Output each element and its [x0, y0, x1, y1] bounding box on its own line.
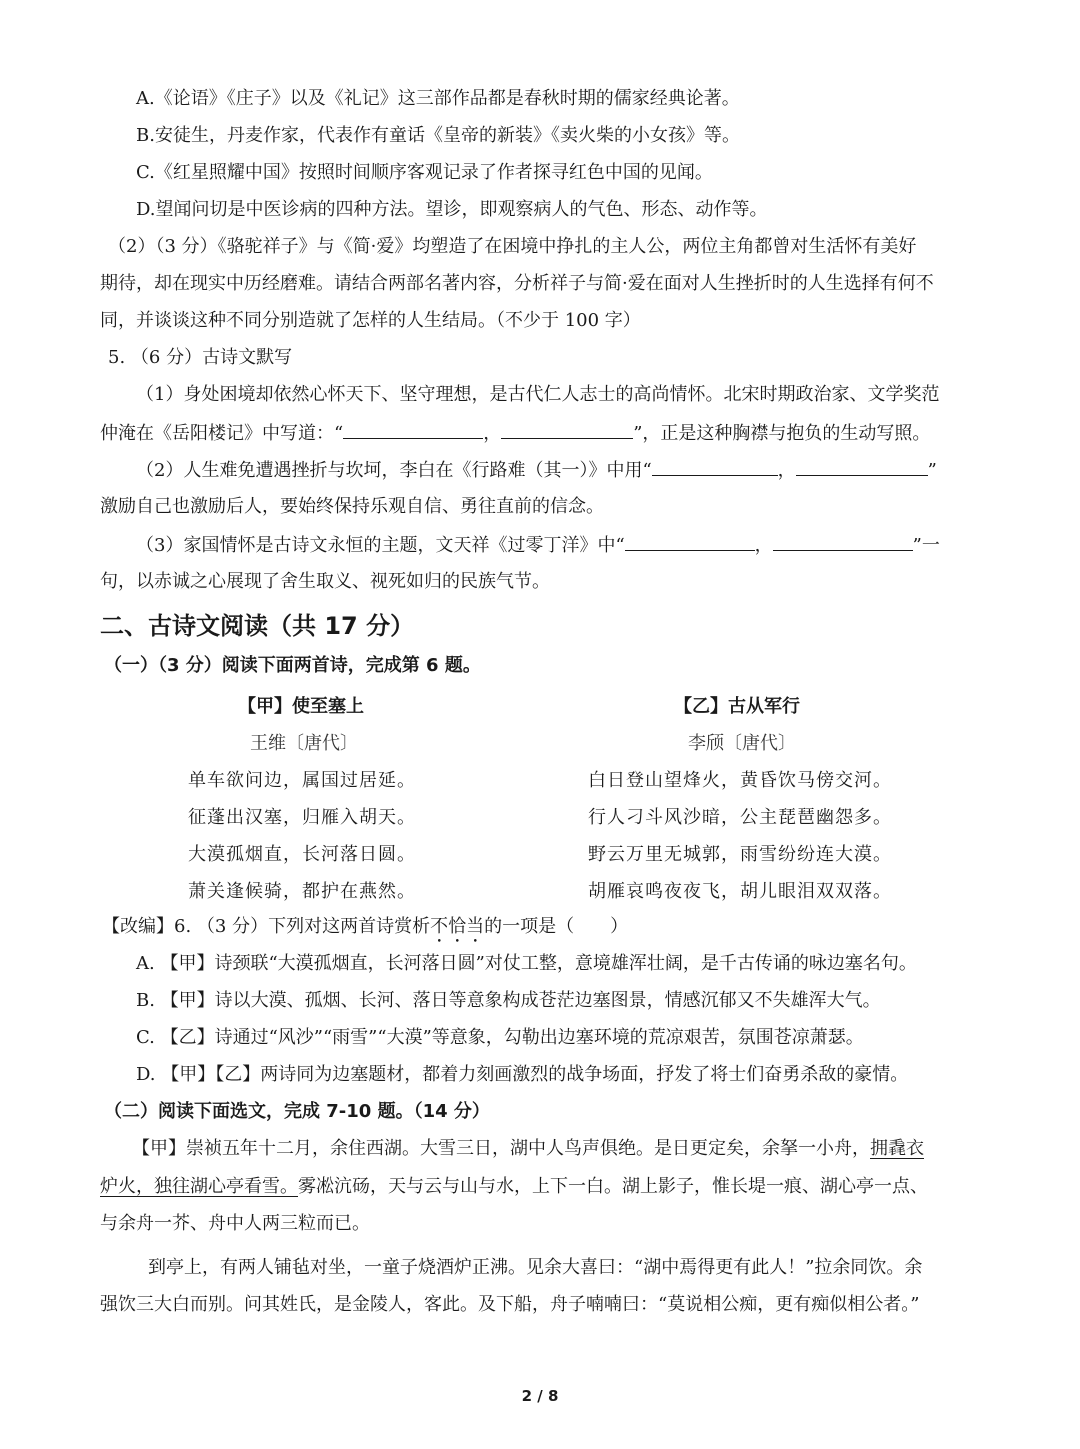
q6-option-a: A. 【甲】诗颈联“大漠孤烟直，长河落日圆”对仗工整，意境雄浑壮阔，是千古传诵的咏边塞名句。 — [136, 953, 917, 974]
passage-p1-line3: 与余舟一芥、舟中人两三粒而已。 — [100, 1213, 370, 1234]
q4-2-line1: （2）（3 分）《骆驼祥子》与《简·爱》均塑造了在困境中挣扎的主人公，两位主角都曾对生活怀有美好 — [108, 236, 917, 257]
q4-option-c: C.《红星照耀中国》按照时间顺序客观记录了作者探寻红色中国的见闻。 — [136, 162, 713, 183]
poem-jia-title: 【甲】使至塞上 — [238, 696, 364, 717]
passage-p1-line1: 【甲】崇祯五年十二月，余住西湖。大雪三日，湖中人鸟声俱绝。是日更定矣，余拏一小舟，拥毳衣 — [132, 1138, 924, 1159]
answer-blank[interactable] — [652, 457, 778, 476]
q4-option-d: D.望闻问切是中医诊病的四种方法。望诊，即观察病人的气色、形态、动作等。 — [136, 199, 768, 220]
passage-p2-line1: 到亭上，有两人铺毡对坐，一童子烧酒炉正沸。见余大喜曰：“湖中焉得更有此人！”拉余同饮。余 — [148, 1257, 923, 1278]
underlined-sentence: 拥毳衣 — [870, 1138, 924, 1159]
poem-yi-line: 胡雁哀鸣夜夜飞，胡儿眼泪双双落。 — [588, 881, 892, 902]
page-number: 2 / 8 — [521, 1387, 559, 1405]
q5-2-line2: 激励自己也激励后人，要始终保持乐观自信、勇往直前的信念。 — [100, 496, 604, 517]
subsection-2-title: （二）阅读下面选文，完成 7-10 题。（14 分） — [104, 1101, 490, 1122]
poem-yi-line: 白日登山望烽火，黄昏饮马傍交河。 — [588, 770, 892, 791]
q4-option-b: B.安徒生，丹麦作家，代表作有童话《皇帝的新装》《卖火柴的小女孩》等。 — [136, 125, 740, 146]
answer-blank[interactable] — [773, 532, 913, 551]
q4-2-line2: 期待，却在现实中历经磨难。请结合两部名著内容，分析祥子与简·爱在面对人生挫折时的人生选择有何不 — [100, 273, 934, 294]
poem-yi-line: 野云万里无城郭，雨雪纷纷连大漠。 — [588, 844, 892, 865]
passage-p1-line2: 炉火，独往湖心亭看雪。雾凇沆砀，天与云与山与水，上下一白。湖上影子，惟长堤一痕、湖心亭一点、 — [100, 1176, 928, 1197]
q6-stem: 【改编】6. （3 分）下列对这两首诗赏析不恰当的一项是（ ） — [102, 916, 629, 937]
q5-1-line2: 仲淹在《岳阳楼记》中写道：“ ， ”，正是这种胸襟与抱负的生动写照。 — [100, 420, 930, 447]
poem-yi-author: 李颀〔唐代〕 — [688, 733, 796, 754]
q5-3-line1: （3）家国情怀是古诗文永恒的主题，文天祥《过零丁洋》中“ ， ”一 — [136, 532, 940, 559]
q6-option-b: B. 【甲】诗以大漠、孤烟、长河、落日等意象构成苍茫边塞图景，情感沉郁又不失雄浑大气。 — [136, 990, 881, 1011]
q6-option-c: C. 【乙】诗通过“风沙”“雨雪”“大漠”等意象，勾勒出边塞环境的荒凉艰苦，氛围苍凉萧瑟。 — [136, 1027, 864, 1048]
poem-jia-line: 大漠孤烟直，长河落日圆。 — [188, 844, 416, 865]
poem-jia-line: 征蓬出汉塞，归雁入胡天。 — [188, 807, 416, 828]
poem-jia-line: 萧关逢候骑，都护在燕然。 — [188, 881, 416, 902]
answer-blank[interactable] — [343, 420, 483, 439]
poem-yi-line: 行人刁斗风沙暗，公主琵琶幽怨多。 — [588, 807, 892, 828]
emphasis-text: 不恰当 — [430, 916, 485, 937]
q5-3-line2: 句，以赤诚之心展现了舍生取义、视死如归的民族气节。 — [100, 571, 550, 592]
subsection-1-title: （一）（3 分）阅读下面两首诗，完成第 6 题。 — [104, 655, 481, 676]
q4-option-a: A.《论语》《庄子》以及《礼记》这三部作品都是春秋时期的儒家经典论著。 — [136, 88, 740, 109]
answer-blank[interactable] — [625, 532, 755, 551]
poem-yi-title: 【乙】古从军行 — [674, 696, 800, 717]
underlined-sentence: 炉火，独往湖心亭看雪。 — [100, 1176, 298, 1197]
q5-2-line1: （2）人生难免遭遇挫折与坎坷，李白在《行路难（其一）》中用“ ， ” — [136, 457, 937, 484]
poem-jia-author: 王维〔唐代〕 — [250, 733, 358, 754]
q5-title: 5. （6 分）古诗文默写 — [108, 347, 293, 368]
q5-1-line1: （1）身处困境却依然心怀天下、坚守理想，是古代仁人志士的高尚情怀。北宋时期政治家、文学奖范 — [136, 384, 940, 405]
section-heading: 二、古诗文阅读（共 17 分） — [100, 612, 415, 640]
answer-blank[interactable] — [501, 420, 633, 439]
answer-blank[interactable] — [796, 457, 928, 476]
q6-option-d: D. 【甲】【乙】两诗同为边塞题材，都着力刻画激烈的战争场面，抒发了将士们奋勇杀敌的豪情。 — [136, 1064, 909, 1085]
poem-jia-line: 单车欲问边，属国过居延。 — [188, 770, 416, 791]
passage-p2-line2: 强饮三大白而别。问其姓氏，是金陵人，客此。及下船，舟子喃喃曰：“莫说相公痴，更有痴似相公者。” — [100, 1294, 920, 1315]
q4-2-line3: 同，并谈谈这种不同分别造就了怎样的人生结局。（不少于 100 字） — [100, 310, 641, 331]
